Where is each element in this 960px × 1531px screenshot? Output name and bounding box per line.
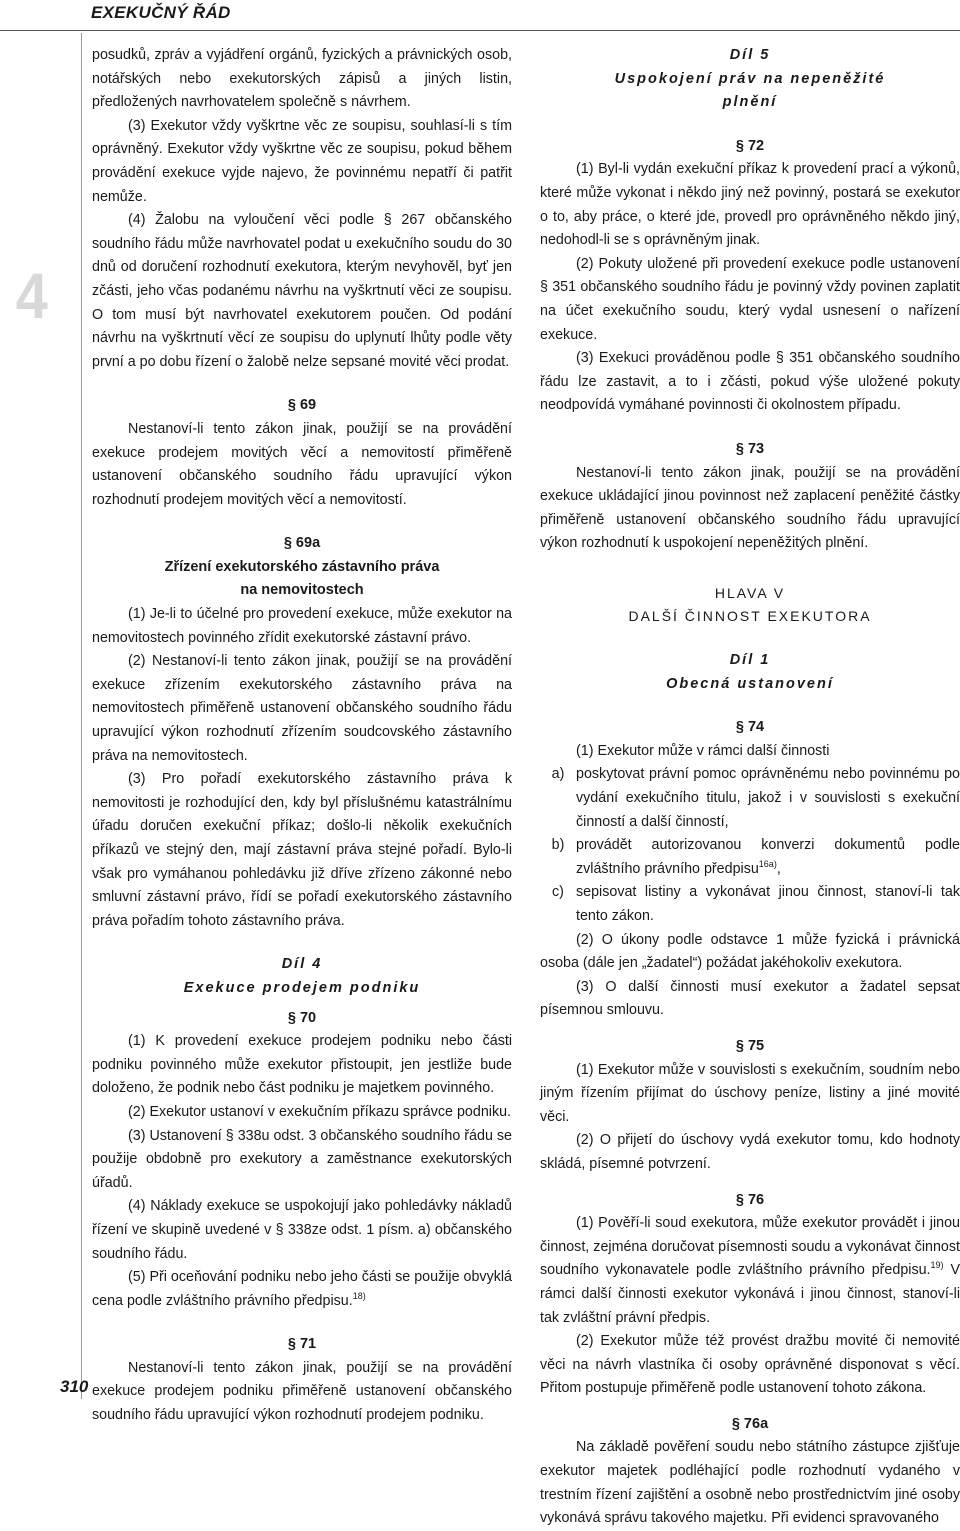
- paragraph: (2) Nestanoví-li tento zákon jinak, použijí se na provádění exekuce zřízením exekutorského zástavního práva na nemovitostech přiměřeně ustanovení občanského soudního řádu upravující výkon rozhodnutí zřízením soudcovského zástavního práva na nemovitostech.: [92, 653, 512, 764]
- footnote-ref: 18): [352, 1290, 366, 1301]
- section-title: Zřízení exekutorského zástavního práva: [164, 558, 440, 575]
- side-margin: [0, 33, 82, 1399]
- paragraph: Na základě pověření soudu nebo státního zástupce zjišťuje exekutor majetek podléhající podle rozhodnutí vydaného v trestním řízení zajištění a osobně nebo prostřednictvím jiné osoby vykonává správu takového majetku. Při evidenci spravovaného: [540, 1439, 960, 1527]
- chapter-heading: HLAVA V: [714, 584, 786, 601]
- paragraph: (3) Ustanovení § 338u odst. 3 občanského soudního řádu se použije obdobně pro exekutory a zaměstnance exekutorských úřadů.: [92, 1127, 512, 1191]
- paragraph-text: (5) Při oceňování podniku nebo jeho části se použije obvyklá cena podle zvláštního právního předpisu.: [92, 1269, 512, 1309]
- section-heading: § 76a: [731, 1415, 769, 1432]
- footnote-ref: 16a): [758, 859, 777, 870]
- part-heading: Díl 5: [729, 47, 771, 63]
- paragraph: (3) Exekuci prováděnou podle § 351 občanského soudního řádu lze zastavit, a to i zčásti, pokud výše uložené pokuty neodpovídá vymáhané povinnosti či okolnostem případu.: [540, 350, 960, 414]
- left-column: [92, 44, 512, 1428]
- paragraph: posudků, zpráv a vyjádření orgánů, fyzických a právnických osob, notářských nebo exekutorských zápisů a jiných listin, předložených navrhovatelem společně s návrhem.: [92, 47, 512, 111]
- header-title: EXEKUČNÝ ŘÁD: [91, 3, 231, 22]
- list-text: poskytovat právní pomoc oprávněnému nebo povinnému po vydání exekučního titulu, jakož i v souvislosti s exekuční činností a další činností,: [576, 766, 960, 830]
- part-heading: Díl 4: [281, 956, 323, 973]
- right-column: [540, 44, 960, 1531]
- paragraph: Nestanoví-li tento zákon jinak, použijí se na provádění exekuce prodejem movitých věcí a nemovitostí přiměřeně ustanovení občanského soudního řádu upravující výkon rozhodnutí prodejem movitých věcí a nemovitostí.: [92, 420, 512, 508]
- list-item: [540, 834, 960, 881]
- list-text-body: provádět autorizovanou konverzi dokumentů podle zvláštního právního předpisu: [576, 837, 960, 877]
- paragraph: (3) O další činnosti musí exekutor a žadatel sepsat písemnou smlouvu.: [540, 978, 960, 1019]
- section-heading: § 70: [287, 1009, 317, 1026]
- section-heading: § 75: [735, 1037, 765, 1054]
- chapter-title: DALŠÍ ČINNOST EXEKUTORA: [628, 608, 872, 625]
- paragraph: (2) O úkony podle odstavce 1 může fyzická i právnická osoba (dále jen „žadatel“) požádat jakéhokoliv exekutora.: [540, 931, 960, 972]
- section-heading: § 71: [287, 1336, 317, 1353]
- chapter-number: 4: [15, 260, 48, 332]
- paragraph: [92, 1266, 512, 1313]
- list-text: sepisovat listiny a vykonávat jinou činnost, stanoví-li tak tento zákon.: [576, 884, 960, 924]
- paragraph: [540, 1212, 960, 1330]
- footnote-ref: 19): [930, 1260, 944, 1271]
- paragraph: Nestanoví-li tento zákon jinak, použijí se na provádění exekuce prodejem podniku přiměřeně ustanovení občanského soudního řádu upravující výkon rozhodnutí prodejem podniku.: [92, 1359, 512, 1424]
- paragraph: (2) Pokuty uložené při provedení exekuce podle ustanovení § 351 občanského soudního řádu je povinný vždy povinen zaplatit na účet exekučního soudu, který vydal usnesení o nařízení exekuce.: [540, 255, 960, 343]
- paragraph-text: V rámci další činnosti exekutor vykonává i jinou činnost, stanoví-li tak zvláštní právní předpis.: [540, 1262, 960, 1326]
- section-heading: § 73: [735, 440, 765, 457]
- part-title: Exekuce prodejem podniku: [183, 979, 421, 996]
- paragraph: (3) Exekutor vždy vyškrtne věc ze soupisu, souhlasí-li s tím oprávněný. Exekutor vždy vyškrtne věc ze soupisu, pokud během provádění exekuce vyjde najevo, že povinnému nepatří či patřit nemůže.: [92, 117, 512, 205]
- paragraph: (2) Exekutor může též provést dražbu movité či nemovité věci na návrh vlastníka či osoby oprávněné disponovat s věcí. Přitom postupuje přiměřeně podle ustanovení tohoto zákona.: [540, 1333, 960, 1397]
- section-heading: § 76: [735, 1191, 765, 1208]
- paragraph: Nestanoví-li tento zákon jinak, použijí se na provádění exekuce ukládající jinou povinnost než zaplacení peněžité částky přiměřeně ustanovení občanského soudního řádu upravující výkon rozhodnutí k uspokojení nepeněžitých plnění.: [540, 464, 960, 552]
- section-heading: § 69: [287, 397, 317, 414]
- list-item: [540, 763, 960, 834]
- list-item: [540, 881, 960, 928]
- section-heading: § 74: [735, 719, 765, 736]
- list-label: a): [551, 766, 565, 783]
- paragraph: (1) Je-li to účelné pro provedení exekuce, může exekutor na nemovitostech povinného zřídit exekutorské zástavní právo.: [92, 606, 512, 646]
- page-number: 310: [60, 1377, 89, 1396]
- list-label: c): [552, 884, 564, 901]
- list-text: [576, 834, 960, 881]
- list-text-end: ,: [776, 860, 781, 877]
- section-heading: § 72: [735, 137, 765, 154]
- section-heading: § 69a: [283, 535, 321, 552]
- list-label: b): [551, 837, 565, 854]
- part-title: Obecná ustanovení: [666, 675, 834, 692]
- part-heading: Díl 1: [729, 652, 771, 669]
- page-header: [0, 0, 960, 31]
- section-title: na nemovitostech: [240, 582, 364, 599]
- paragraph: (1) Exekutor může v souvislosti s exekučním, soudním nebo jiným řízením přijímat do úschovy peníze, listiny a jiné movité věci.: [540, 1061, 960, 1125]
- paragraph: (3) Pro pořadí exekutorského zástavního práva k nemovitosti je rozhodující den, kdy byl příslušnému katastrálnímu úřadu doručen exekuční příkaz; došlo-li několik exekučních příkazů ve stejný den, mají zástavní práva stejné pořadí. Bylo-li však pro vymáhanou pohledávku již dříve zřízeno zákonné nebo smluvní zástavní právo, řídí se pořadí exekutorského zástavního práva pořadím tohoto zástavního práva.: [92, 771, 512, 929]
- paragraph: (1) Exekutor může v rámci další činnosti: [576, 742, 830, 759]
- part-title: plnění: [722, 94, 778, 111]
- paragraph: (1) Byl-li vydán exekuční příkaz k provedení prací a výkonů, které může vykonat i někdo jiný než povinný, postará se exekutor o to, aby práce, o které jde, provedl pro oprávněného někdo jiný, nedohodl-li se s oprávněným jinak.: [540, 161, 960, 249]
- part-title: Uspokojení práv na nepeněžité: [614, 70, 886, 87]
- paragraph-text: (1) Pověří-li soud exekutora, může exekutor provádět i jinou činnost, zejména doručovat písemnosti soudu a vykonávat činnost soudního vykonavatele podle zvláštního právního předpisu.: [540, 1215, 960, 1279]
- paragraph: (4) Náklady exekuce se uspokojují jako pohledávky nákladů řízení ve skupině uvedené v § 338ze odst. 1 písm. a) občanského soudního řádu.: [92, 1198, 512, 1262]
- paragraph: (2) O přijetí do úschovy vydá exekutor tomu, kdo hodnoty skládá, písemné potvrzení.: [540, 1132, 960, 1172]
- paragraph: (4) Žalobu na vyloučení věci podle § 267 občanského soudního řádu může navrhovatel podat u exekučního soudu do 30 dnů od doručení rozhodnutí exekutora, kterým nevyhověl, byť jen zčásti, jeho včas podanému návrhu na vyškrtnutí věci ze soupisu. O tom musí být navrhovatel exekutorem poučen. Od podání návrhu na vyškrtnutí věcí ze soupisu do uplynutí lhůty podle věty první a po dobu řízení o žalobě nelze sepsané movité věci prodat.: [92, 212, 512, 370]
- paragraph: (1) K provedení exekuce prodejem podniku nebo části podniku povinného může exekutor přistoupit, jen jestliže bude doloženo, že podnik nebo část podniku je majetkem povinného.: [92, 1033, 512, 1097]
- paragraph: (2) Exekutor ustanoví v exekučním příkazu správce podniku.: [128, 1103, 512, 1120]
